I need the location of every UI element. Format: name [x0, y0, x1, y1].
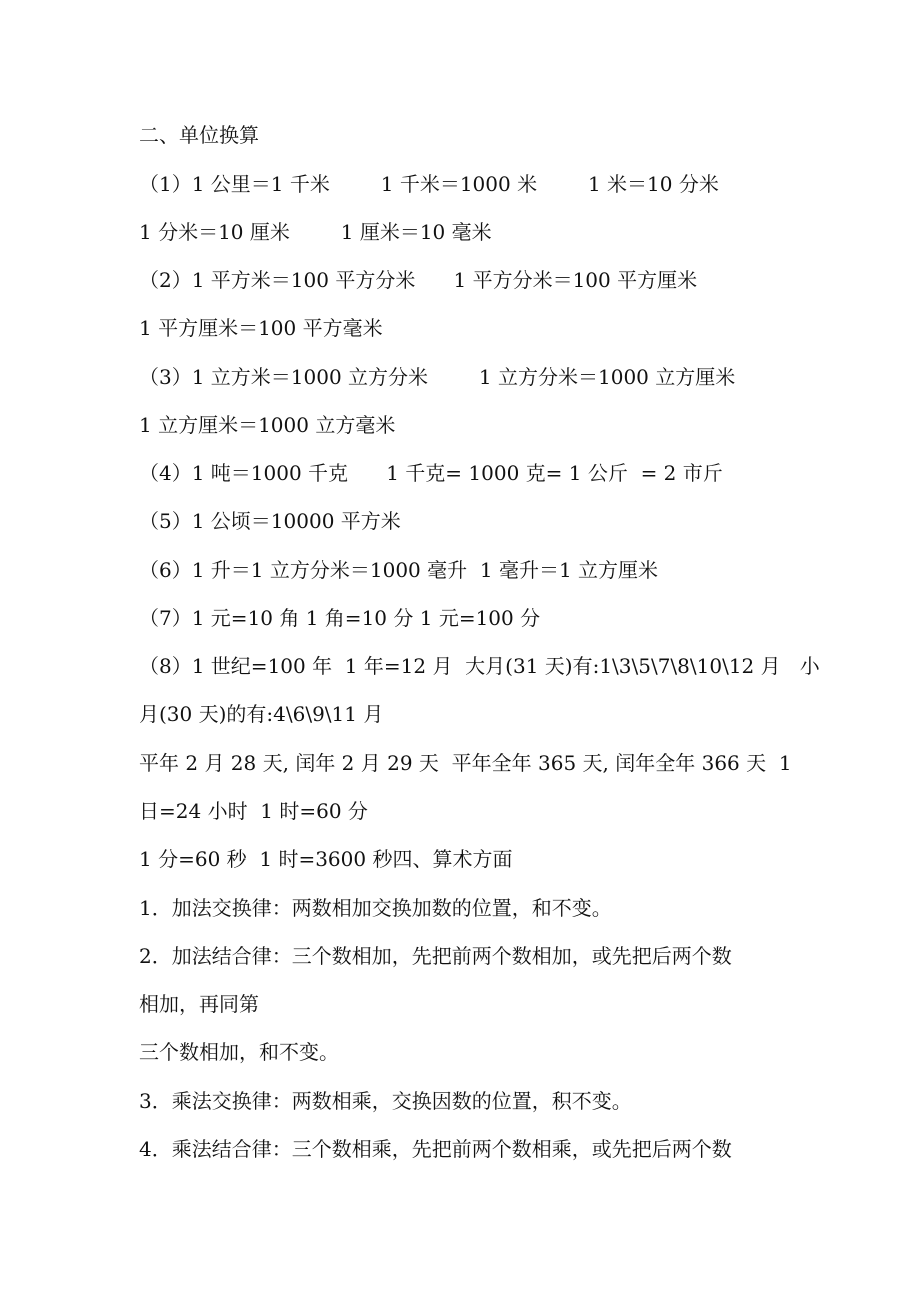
text-line: 3．乘法交换律：两数相乘，交换因数的位置，积不变。 [139, 1089, 632, 1113]
text-line: （5）1 公顷＝10000 平方米 [139, 509, 401, 533]
text-line: 1．加法交换律：两数相加交换加数的位置，和不变。 [139, 896, 612, 920]
text-line: 相加，再同第 [139, 992, 259, 1016]
text-line: （3）1 立方米＝1000 立方分米 1 立方分米＝1000 立方厘米 [139, 365, 736, 389]
text-line: 2．加法结合律：三个数相加，先把前两个数相加，或先把后两个数 [139, 944, 732, 968]
text-line: （2）1 平方米＝100 平方分米 1 平方分米＝100 平方厘米 [139, 268, 698, 292]
text-line: 平年 2 月 28 天, 闰年 2 月 29 天 平年全年 365 天, 闰年全年 366 天 1 [139, 751, 792, 775]
text-line: 1 立方厘米＝1000 立方毫米 [139, 413, 396, 437]
section-heading: 二、单位换算 [139, 123, 259, 147]
text-line: 1 分=60 秒 1 时=3600 秒四、算术方面 [139, 847, 513, 871]
text-line: （4）1 吨＝1000 千克 1 千克= 1000 克= 1 公斤 = 2 市斤 [139, 461, 723, 485]
text-line: 月(30 天)的有:4\6\9\11 月 [139, 702, 384, 726]
text-line: 4．乘法结合律：三个数相乘，先把前两个数相乘，或先把后两个数 [139, 1137, 732, 1161]
text-line: 三个数相加，和不变。 [139, 1040, 339, 1064]
text-line: （8）1 世纪=100 年 1 年=12 月 大月(31 天)有:1\3\5\7\8\10\12 月 小 [139, 654, 820, 678]
text-line: 1 分米＝10 厘米 1 厘米＝10 毫米 [139, 220, 492, 244]
text-line: 1 平方厘米＝100 平方毫米 [139, 316, 383, 340]
text-line: （1）1 公里＝1 千米 1 千米＝1000 米 1 米＝10 分米 [139, 172, 719, 196]
text-line: （6）1 升＝1 立方分米＝1000 毫升 1 毫升＝1 立方厘米 [139, 558, 659, 582]
text-line: 日=24 小时 1 时=60 分 [139, 799, 368, 823]
text-line: （7）1 元=10 角 1 角=10 分 1 元=100 分 [139, 606, 541, 630]
